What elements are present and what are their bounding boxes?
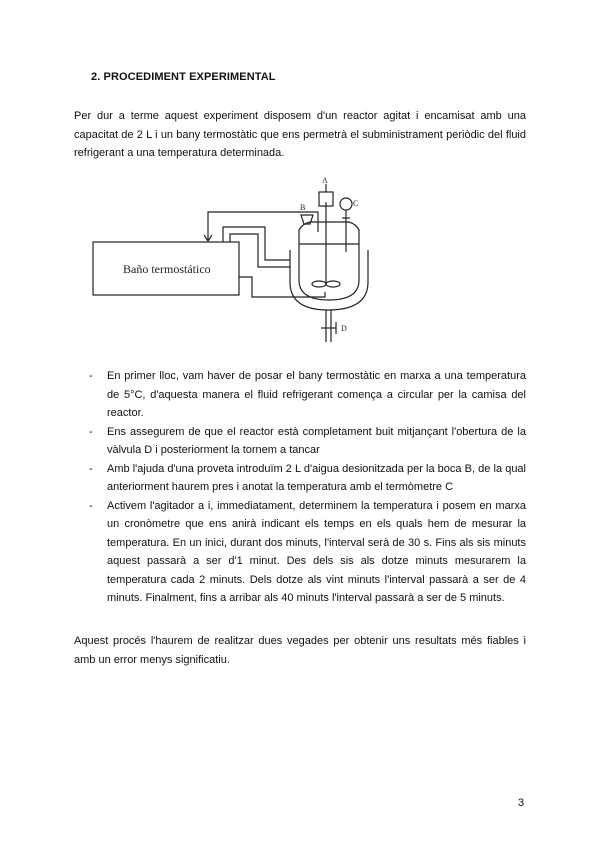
bottom-pipe: [239, 277, 325, 297]
bath-label: Baño termostático: [123, 262, 211, 276]
bullet-marker: -: [89, 370, 93, 382]
bullet-marker: -: [89, 425, 93, 438]
reactor-jacket: [290, 250, 368, 310]
page-number: 3: [518, 797, 525, 809]
thermometer-c: [340, 198, 352, 210]
impeller-right: [326, 281, 340, 287]
bullet-marker: -: [89, 499, 93, 512]
list-item: [74, 497, 526, 608]
reactor-diagram: [90, 172, 390, 352]
label-d: D: [341, 324, 347, 333]
list-item: [74, 460, 526, 497]
closing-paragraph: Aquest procés l'haurem de realitzar dues vegades per obtenir uns resultats més fiables i amb un error menys significatiu.: [74, 635, 526, 666]
intro-paragraph: Per dur a terme aquest experiment disposem d'un reactor agitat i encamisat amb una capacitat de 2 L i un bany termostàtic que ens permetrà el subministrament periòdic del fluid refrigerant a una temperatura determinada.: [74, 110, 526, 159]
step-text: Activem l'agitador a i, immediatament, determinem la temperatura i posem en marxa un cronòmetre que ens anirà indicant els temps en els quals hem de mesurar la temperatura. En un inici, durant dos minuts, l'interval serà de 30 s. Fins als sis minuts aquest passarà a ser d'1 minut. Des dels sis als dotze minuts mesurarem la temperatura cada 2 minuts. Dels dotze als vint minuts l'interval passarà a ser de 4 minuts. Finalment, fins a arribar als 40 minuts l'interval passarà a ser de 5 minuts.: [107, 499, 526, 604]
reactor-vessel: [299, 222, 359, 300]
step-text: Amb l'ajuda d'una proveta introduïm 2 L d'aigua desionitzada per la boca B, de la qual anteriorment haurem pres i anotat la temperatura amb el termòmetre C: [107, 462, 526, 493]
label-c: C: [353, 199, 359, 208]
list-item: [74, 367, 526, 423]
label-b: B: [300, 203, 306, 212]
impeller-left: [312, 281, 326, 287]
list-item: [74, 423, 526, 460]
step-text: Ens assegurem de que el reactor està completament buit mitjançant l'obertura de la vàlvula D i posteriorment la tornem a tancar: [107, 425, 526, 456]
section-heading: 2. PROCEDIMENT EXPERIMENTAL: [91, 71, 276, 83]
supply-pipe-outer: [223, 227, 290, 260]
bullet-marker: -: [89, 462, 93, 475]
step-text: En primer lloc, vam haver de posar el bany termostàtic en marxa a una temperatura de 5°C, d'aquesta manera el fluid refrigerant comença a circular per la camisa del reactor.: [107, 370, 526, 419]
procedure-steps: [74, 367, 526, 608]
label-a: A: [322, 176, 328, 185]
